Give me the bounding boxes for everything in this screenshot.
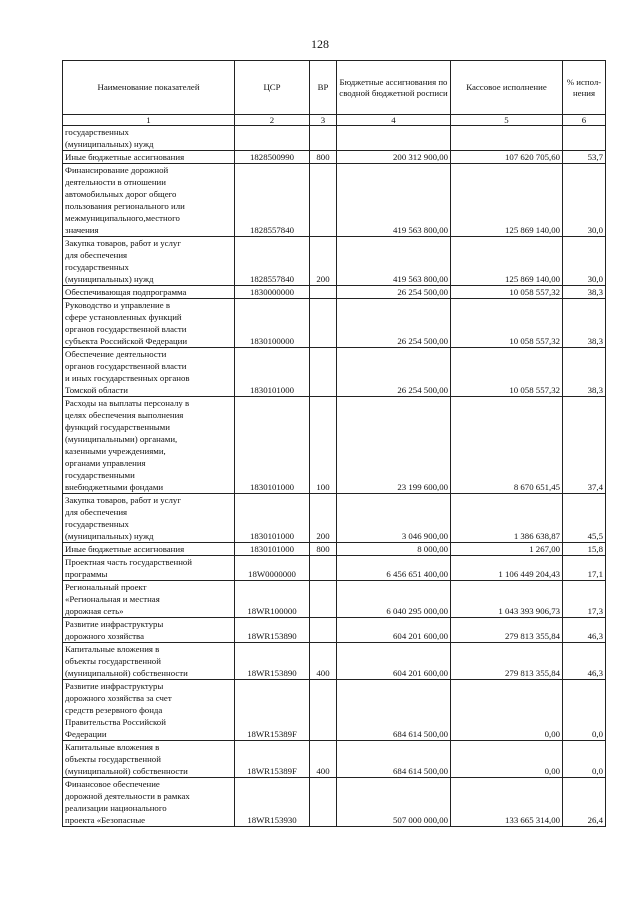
vr-code (310, 581, 337, 618)
table-row (63, 164, 606, 237)
execution-percent: 53,7 (563, 151, 606, 164)
cash-execution: 0,00 (451, 741, 563, 778)
header-percent: % испол-нения (563, 61, 606, 115)
budget-allocation: 419 563 800,00 (337, 164, 451, 237)
indicator-name: Финансирование дорожной деятельности в отношении автомобильных дорог общего пользования регионального или межмуниципального,местного значения (63, 164, 235, 237)
budget-allocation: 684 614 500,00 (337, 680, 451, 741)
table-body (63, 126, 606, 827)
execution-percent: 0,0 (563, 680, 606, 741)
csr-code: 1830000000 (235, 286, 310, 299)
budget-execution-table (62, 60, 606, 827)
vr-code (310, 286, 337, 299)
column-number: 2 (235, 115, 310, 126)
cash-execution (451, 126, 563, 151)
cash-execution: 1 043 393 906,73 (451, 581, 563, 618)
table-row (63, 494, 606, 543)
csr-code: 1830100000 (235, 299, 310, 348)
indicator-name: Закупка товаров, работ и услуг для обеспечения государственных (муниципальных) нужд (63, 494, 235, 543)
cash-execution: 10 058 557,32 (451, 286, 563, 299)
execution-percent: 46,3 (563, 643, 606, 680)
vr-code: 800 (310, 151, 337, 164)
budget-allocation (337, 126, 451, 151)
execution-percent: 38,3 (563, 286, 606, 299)
table-row (63, 151, 606, 164)
budget-allocation: 684 614 500,00 (337, 741, 451, 778)
csr-code: 18WR15389F (235, 741, 310, 778)
csr-code: 1828500990 (235, 151, 310, 164)
table-row (63, 741, 606, 778)
cash-execution: 279 813 355,84 (451, 643, 563, 680)
csr-code: 1828557840 (235, 237, 310, 286)
execution-percent (563, 126, 606, 151)
table-row (63, 680, 606, 741)
table-row (63, 397, 606, 494)
execution-percent: 37,4 (563, 397, 606, 494)
column-number: 3 (310, 115, 337, 126)
execution-percent: 46,3 (563, 618, 606, 643)
csr-code: 1828557840 (235, 164, 310, 237)
vr-code (310, 164, 337, 237)
cash-execution: 1 267,00 (451, 543, 563, 556)
csr-code: 18WR100000 (235, 581, 310, 618)
cash-execution: 0,00 (451, 680, 563, 741)
vr-code: 200 (310, 237, 337, 286)
table-row (63, 643, 606, 680)
indicator-name: государственных (муниципальных) нужд (63, 126, 235, 151)
indicator-name: Обеспечение деятельности органов государственной власти и иных государственных органов Томской области (63, 348, 235, 397)
indicator-name: Капитальные вложения в объекты государственной (муниципальной) собственности (63, 643, 235, 680)
table-row (63, 556, 606, 581)
header-cash: Кассовое исполнение (451, 61, 563, 115)
table-row (63, 778, 606, 827)
csr-code: 18WR153890 (235, 618, 310, 643)
indicator-name: Обеспечивающая подпрограмма (63, 286, 235, 299)
execution-percent: 17,1 (563, 556, 606, 581)
cash-execution: 10 058 557,32 (451, 299, 563, 348)
header-budget: Бюджетные ассигнования по сводной бюджетной росписи (337, 61, 451, 115)
budget-allocation: 8 000,00 (337, 543, 451, 556)
header-vr: ВР (310, 61, 337, 115)
csr-code: 1830101000 (235, 494, 310, 543)
vr-code: 100 (310, 397, 337, 494)
cash-execution: 279 813 355,84 (451, 618, 563, 643)
indicator-name: Закупка товаров, работ и услуг для обеспечения государственных (муниципальных) нужд (63, 237, 235, 286)
vr-code: 400 (310, 643, 337, 680)
budget-allocation: 604 201 600,00 (337, 618, 451, 643)
csr-code: 18W0000000 (235, 556, 310, 581)
column-number: 5 (451, 115, 563, 126)
cash-execution: 125 869 140,00 (451, 237, 563, 286)
budget-allocation: 507 000 000,00 (337, 778, 451, 827)
csr-code: 18WR153930 (235, 778, 310, 827)
vr-code (310, 618, 337, 643)
vr-code: 400 (310, 741, 337, 778)
cash-execution: 10 058 557,32 (451, 348, 563, 397)
execution-percent: 26,4 (563, 778, 606, 827)
column-number: 4 (337, 115, 451, 126)
vr-code: 200 (310, 494, 337, 543)
execution-percent: 0,0 (563, 741, 606, 778)
cash-execution: 1 386 638,87 (451, 494, 563, 543)
indicator-name: Капитальные вложения в объекты государственной (муниципальной) собственности (63, 741, 235, 778)
csr-code: 18WR15389F (235, 680, 310, 741)
vr-code: 800 (310, 543, 337, 556)
execution-percent: 17,3 (563, 581, 606, 618)
csr-code: 1830101000 (235, 397, 310, 494)
cash-execution: 1 106 449 204,43 (451, 556, 563, 581)
budget-allocation: 419 563 800,00 (337, 237, 451, 286)
vr-code (310, 348, 337, 397)
indicator-name: Развитие инфраструктуры дорожного хозяйства за счет средств резервного фонда Правительства Российской Федерации (63, 680, 235, 741)
vr-code (310, 126, 337, 151)
column-number: 1 (63, 115, 235, 126)
table-row (63, 286, 606, 299)
budget-allocation: 3 046 900,00 (337, 494, 451, 543)
indicator-name: Руководство и управление в сфере установленных функций органов государственной власти субъекта Российской Федерации (63, 299, 235, 348)
indicator-name: Иные бюджетные ассигнования (63, 151, 235, 164)
vr-code (310, 556, 337, 581)
table-row (63, 237, 606, 286)
budget-allocation: 6 040 295 000,00 (337, 581, 451, 618)
cash-execution: 125 869 140,00 (451, 164, 563, 237)
vr-code (310, 299, 337, 348)
execution-percent: 15,8 (563, 543, 606, 556)
table-row (63, 348, 606, 397)
table-row (63, 581, 606, 618)
csr-code: 1830101000 (235, 543, 310, 556)
header-name: Наименование показателей (63, 61, 235, 115)
table-header-row (63, 61, 606, 115)
indicator-name: Развитие инфраструктуры дорожного хозяйства (63, 618, 235, 643)
vr-code (310, 680, 337, 741)
budget-allocation: 26 254 500,00 (337, 299, 451, 348)
execution-percent: 30,0 (563, 164, 606, 237)
budget-allocation: 26 254 500,00 (337, 286, 451, 299)
cash-execution: 133 665 314,00 (451, 778, 563, 827)
indicator-name: Финансовое обеспечение дорожной деятельности в рамках реализации национального проекта «Безопасные (63, 778, 235, 827)
page-number: 128 (311, 37, 329, 51)
cash-execution: 107 620 705,60 (451, 151, 563, 164)
csr-code: 18WR153890 (235, 643, 310, 680)
table-row (63, 618, 606, 643)
budget-allocation: 23 199 600,00 (337, 397, 451, 494)
cash-execution: 8 670 651,45 (451, 397, 563, 494)
budget-allocation: 200 312 900,00 (337, 151, 451, 164)
table-row (63, 543, 606, 556)
vr-code (310, 778, 337, 827)
table-row (63, 126, 606, 151)
execution-percent: 45,5 (563, 494, 606, 543)
csr-code (235, 126, 310, 151)
budget-allocation: 6 456 651 400,00 (337, 556, 451, 581)
budget-allocation: 604 201 600,00 (337, 643, 451, 680)
budget-allocation: 26 254 500,00 (337, 348, 451, 397)
execution-percent: 38,3 (563, 299, 606, 348)
header-csr: ЦСР (235, 61, 310, 115)
column-number: 6 (563, 115, 606, 126)
csr-code: 1830101000 (235, 348, 310, 397)
indicator-name: Иные бюджетные ассигнования (63, 543, 235, 556)
indicator-name: Расходы на выплаты персоналу в целях обеспечения выполнения функций государственными (муниципальными) органами, казенными учреждениями, органами управления государственными внебюджетными фондами (63, 397, 235, 494)
table-row (63, 299, 606, 348)
column-numbers-row (63, 115, 606, 126)
indicator-name: Проектная часть государственной программы (63, 556, 235, 581)
indicator-name: Региональный проект «Региональная и местная дорожная сеть» (63, 581, 235, 618)
execution-percent: 30,0 (563, 237, 606, 286)
execution-percent: 38,3 (563, 348, 606, 397)
